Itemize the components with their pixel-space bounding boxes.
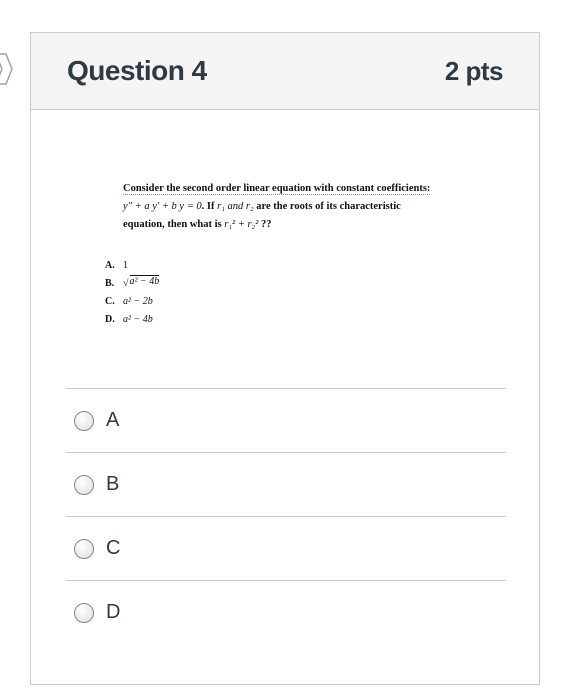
stem-line-1: Consider the second order linear equation with constant coefficients: — [123, 183, 431, 194]
answer-label: C — [106, 537, 121, 559]
stem-r1: r₁ — [217, 201, 225, 212]
radio-button[interactable] — [74, 603, 94, 623]
stem-line-2-end: are the roots of its characteristic — [256, 201, 401, 212]
choice-text: a² − 4b — [123, 314, 153, 325]
choice-letter: A. — [105, 260, 115, 271]
sqrt-icon: √ — [123, 278, 129, 289]
stem-text — [123, 180, 478, 234]
answer-option-c[interactable] — [66, 516, 506, 580]
stem-expression: r₁² + r₂² — [224, 219, 259, 230]
stem-and: and — [227, 201, 244, 212]
choice-item — [105, 257, 159, 275]
stem-line-3-start: equation, then what is — [123, 219, 222, 230]
question-points: 2 pts — [444, 55, 503, 86]
answer-label: B — [106, 473, 120, 495]
stem-equation: y″ + a y′ + b y = 0 — [123, 201, 202, 212]
question-title: Question 4 — [67, 55, 207, 86]
radio-button[interactable] — [74, 539, 94, 559]
choice-letter: B. — [105, 278, 115, 289]
choice-text: a² − 4b — [130, 275, 160, 293]
answer-label: D — [106, 601, 121, 623]
choice-letter: D. — [105, 314, 115, 325]
stem-line-3-end: ?? — [260, 219, 272, 230]
answer-option-b[interactable] — [66, 452, 506, 516]
choice-text: a² − 2b — [123, 296, 153, 307]
choice-item — [105, 275, 159, 293]
choice-item — [105, 293, 159, 311]
stem-r2: r₂ — [245, 201, 254, 212]
answer-options — [66, 388, 506, 644]
choice-text: 1 — [123, 260, 128, 271]
question-stem — [31, 110, 539, 388]
question-header — [31, 33, 539, 110]
answer-option-a[interactable] — [66, 388, 506, 452]
radio-button[interactable] — [74, 475, 94, 495]
question-flag-icon[interactable] — [0, 52, 14, 86]
question-card — [30, 32, 540, 685]
answer-option-d[interactable] — [66, 580, 506, 644]
answer-label: A — [106, 409, 120, 431]
stem-line-2-mid: . If — [201, 201, 215, 212]
choice-letter: C. — [105, 296, 115, 307]
choice-item — [105, 311, 159, 329]
radio-button[interactable] — [74, 411, 94, 431]
choice-list — [105, 257, 159, 329]
